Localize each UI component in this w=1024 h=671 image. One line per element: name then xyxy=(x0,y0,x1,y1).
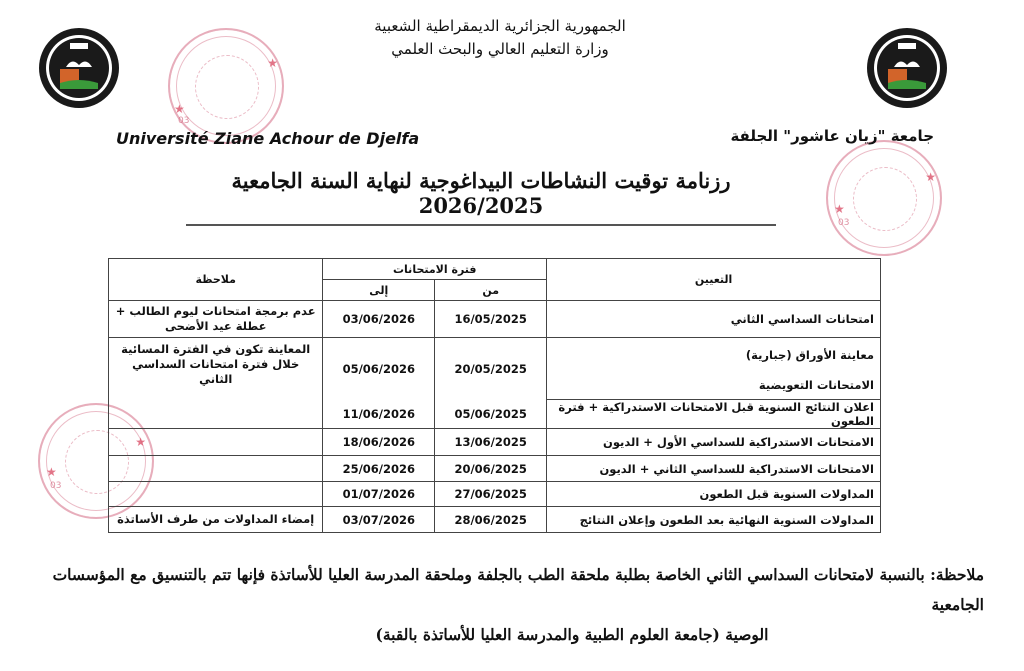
table-row xyxy=(109,338,881,372)
from-date-cell: 20/06/2025 xyxy=(435,456,547,482)
from-date-cell: 13/06/2025 xyxy=(435,429,547,456)
official-stamp-right: ★ ★ 03 xyxy=(826,140,942,256)
table-row xyxy=(109,456,881,482)
to-date-cell: 18/06/2026 xyxy=(323,429,435,456)
designation-cell: الامتحانات التعويضية xyxy=(547,372,881,400)
to-date-cell: 01/07/2026 xyxy=(323,482,435,507)
document-title: رزنامة توقيت النشاطات البيداغوجية لنهاية السنة الجامعية 2026/2025 xyxy=(186,168,776,226)
university-logo-right xyxy=(866,27,948,109)
header-from: من xyxy=(435,280,547,301)
university-name-ar: جامعة "زيان عاشور" الجلفة xyxy=(730,127,934,145)
designation-cell: المداولات السنوية قبل الطعون xyxy=(547,482,881,507)
note-cell xyxy=(109,482,323,507)
note-cell: عدم برمجة امتحانات ليوم الطالب + عطلة عيد الأضحى xyxy=(109,301,323,338)
note-cell: المعاينة تكون في الفترة المسائية خلال فترة امتحانات السداسي الثاني xyxy=(109,338,323,429)
university-name-fr: Université Ziane Achour de Djelfa xyxy=(116,129,420,148)
from-date-cell: 20/05/2025 xyxy=(435,338,547,400)
designation-cell: معاينة الأوراق (جبارية) xyxy=(547,338,881,372)
to-date-cell: 03/06/2026 xyxy=(323,301,435,338)
calendar-table xyxy=(108,258,881,533)
republic-heading: الجمهورية الجزائرية الديمقراطية الشعبية xyxy=(374,17,626,35)
from-date-cell: 27/06/2025 xyxy=(435,482,547,507)
designation-cell: الامتحانات الاستدراكية للسداسي الثاني + الديون xyxy=(547,456,881,482)
table-header-row xyxy=(109,259,881,280)
header-to: إلى xyxy=(323,280,435,301)
table-row xyxy=(109,301,881,338)
table-row xyxy=(109,429,881,456)
header-exam-period: فترة الامتحانات xyxy=(323,259,547,280)
table-row xyxy=(109,482,881,507)
table-row xyxy=(109,507,881,533)
from-date-cell: 28/06/2025 xyxy=(435,507,547,533)
to-date-cell: 03/07/2026 xyxy=(323,507,435,533)
ministry-heading: وزارة التعليم العالي والبحث العلمي xyxy=(391,40,609,58)
to-date-cell: 05/06/2026 xyxy=(323,338,435,400)
designation-cell: الامتحانات الاستدراكية للسداسي الأول + الديون xyxy=(547,429,881,456)
note-cell xyxy=(109,456,323,482)
to-date-cell: 25/06/2026 xyxy=(323,456,435,482)
university-logo-left xyxy=(38,27,120,109)
footer-note-line-1: ملاحظة: بالنسبة لامتحانات السداسي الثاني الخاصة بطلبة ملحقة الطب بالجلفة وملحقة المدرسة العليا للأساتذة فإنها تتم بالتنسيق مع المؤسسات الجامعية xyxy=(52,565,984,614)
header-designation: التعيين xyxy=(547,259,881,301)
header-note: ملاحظة xyxy=(109,259,323,301)
official-stamp-top: ★ ★ 03 xyxy=(168,28,284,144)
official-stamp-left: ★ ★ 03 xyxy=(38,403,154,519)
note-cell xyxy=(109,429,323,456)
from-date-cell: 05/06/2025 xyxy=(435,400,547,429)
to-date-cell: 11/06/2026 xyxy=(323,400,435,429)
footer-note xyxy=(40,560,984,650)
footer-note-line-2: الوصية (جامعة العلوم الطبية والمدرسة العليا للأساتذة بالقبة) xyxy=(375,625,769,644)
from-date-cell: 16/05/2025 xyxy=(435,301,547,338)
designation-cell: اعلان النتائج السنوية قبل الامتحانات الاستدراكية + فترة الطعون xyxy=(547,400,881,429)
note-cell: إمضاء المداولات من طرف الأساتذة xyxy=(109,507,323,533)
designation-cell: المداولات السنوية النهائية بعد الطعون وإعلان النتائج xyxy=(547,507,881,533)
designation-cell: امتحانات السداسي الثاني xyxy=(547,301,881,338)
